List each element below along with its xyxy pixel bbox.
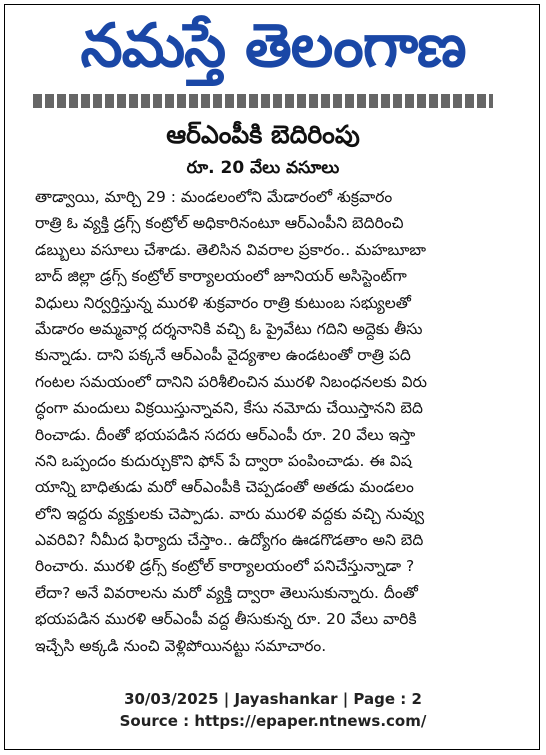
article-clipping <box>33 94 493 676</box>
article-body <box>35 184 491 659</box>
article-subheadline: రూ. 20 వేలు వసూలు <box>186 158 340 178</box>
edition-info: 30/03/2025 | Jayashankar | Page : 2 <box>124 690 422 708</box>
article-line: బాద్ జిల్లా డ్రగ్స్ కంట్రోల్ కార్యాలయంలో జూనియర్ అసిస్టెంట్‌గా <box>35 267 407 286</box>
article-line: తాడ్వాయి, మార్చి 29 : మండలంలోని మేడారంలో శుక్రవారం <box>35 188 393 206</box>
article-headline: ఆర్ఎంపీకి బెదిరింపు <box>166 120 360 149</box>
article-line: విధులు నిర్వర్తిస్తున్న మురళి శుక్రవారం రాత్రి కుటుంబ సభ్యులతో <box>35 293 411 312</box>
source-link[interactable]: Source : https://epaper.ntnews.com/ <box>119 712 427 730</box>
article-line: లేదా? అనే వివరాలను మరో వ్యక్తి ద్వారా తెలుసుకున్నారు. దీంతో <box>35 583 418 602</box>
article-line: యాన్ని బాధితుడు మరో ఆర్ఎంపీకి చెప్పడంతో అతడు మండలం <box>35 478 414 497</box>
article-line: ఇచ్చేసి అక్కడి నుంచి వెళ్లిపోయినట్టు సమాచారం. <box>35 636 327 655</box>
article-line: రించాడు. దీంతో భయపడిన సదరు ఆర్ఎంపీ రూ. 20 వేలు ఇస్తా <box>35 425 416 444</box>
article-line: గంటల సమయంలో దానిని పరిశీలించిన మురళి నిబంధనలకు విరు <box>35 372 428 391</box>
article-line: ఎవరివి? నీమీద ఫిర్యాదు చేస్తాం.. ఉద్యోగం ఊడగొడతాం అని బెది <box>35 531 424 550</box>
clipped-previous-text <box>33 94 493 108</box>
newspaper-masthead: నమస్తే తెలంగాణ <box>80 11 466 81</box>
article-line: రించారు. మురళి డ్రగ్స్ కంట్రోల్ కార్యాలయంలో పనిచేస్తున్నాడా ? <box>35 557 415 576</box>
article-line: భయపడిన మురళి ఆర్ఎంపీ వద్ద తీసుకున్న రూ. 20 వేలు వారికి <box>35 610 417 629</box>
article-line: రాత్రి ఓ వ్యక్తి డ్రగ్స్ కంట్రోల్ అధికారినంటూ ఆర్ఎంపీని బెదిరించి <box>35 214 404 233</box>
article-line: ద్ధంగా మందులు విక్రయిస్తున్నావని, కేసు నమోదు చేయిస్తానని బెది <box>35 399 423 418</box>
article-line: కున్నాడు. దాని పక్కనే ఆర్ఎంపీ వైద్యశాల ఉండటంతో రాత్రి పది <box>35 346 411 365</box>
article-line: మేడారం అమ్మవార్ల దర్శనానికి వచ్చి ఓ ప్రైవేటు గదిని అద్దెకు తీసు <box>35 319 423 338</box>
article-line: డబ్బులు వసూలు చేశాడు. తెలిసిన వివరాల ప్రకారం.. మహబూబా <box>35 240 427 259</box>
article-line: నని ఒప్పందం కుదుర్చుకొని ఫోన్ పే ద్వారా పంపించాడు. ఈ విష <box>35 451 412 470</box>
article-line: లోని ఇద్దరు వ్యక్తులకు చెప్పాడు. వారు మురళి వద్దకు వచ్చి నువ్వు <box>35 504 425 523</box>
